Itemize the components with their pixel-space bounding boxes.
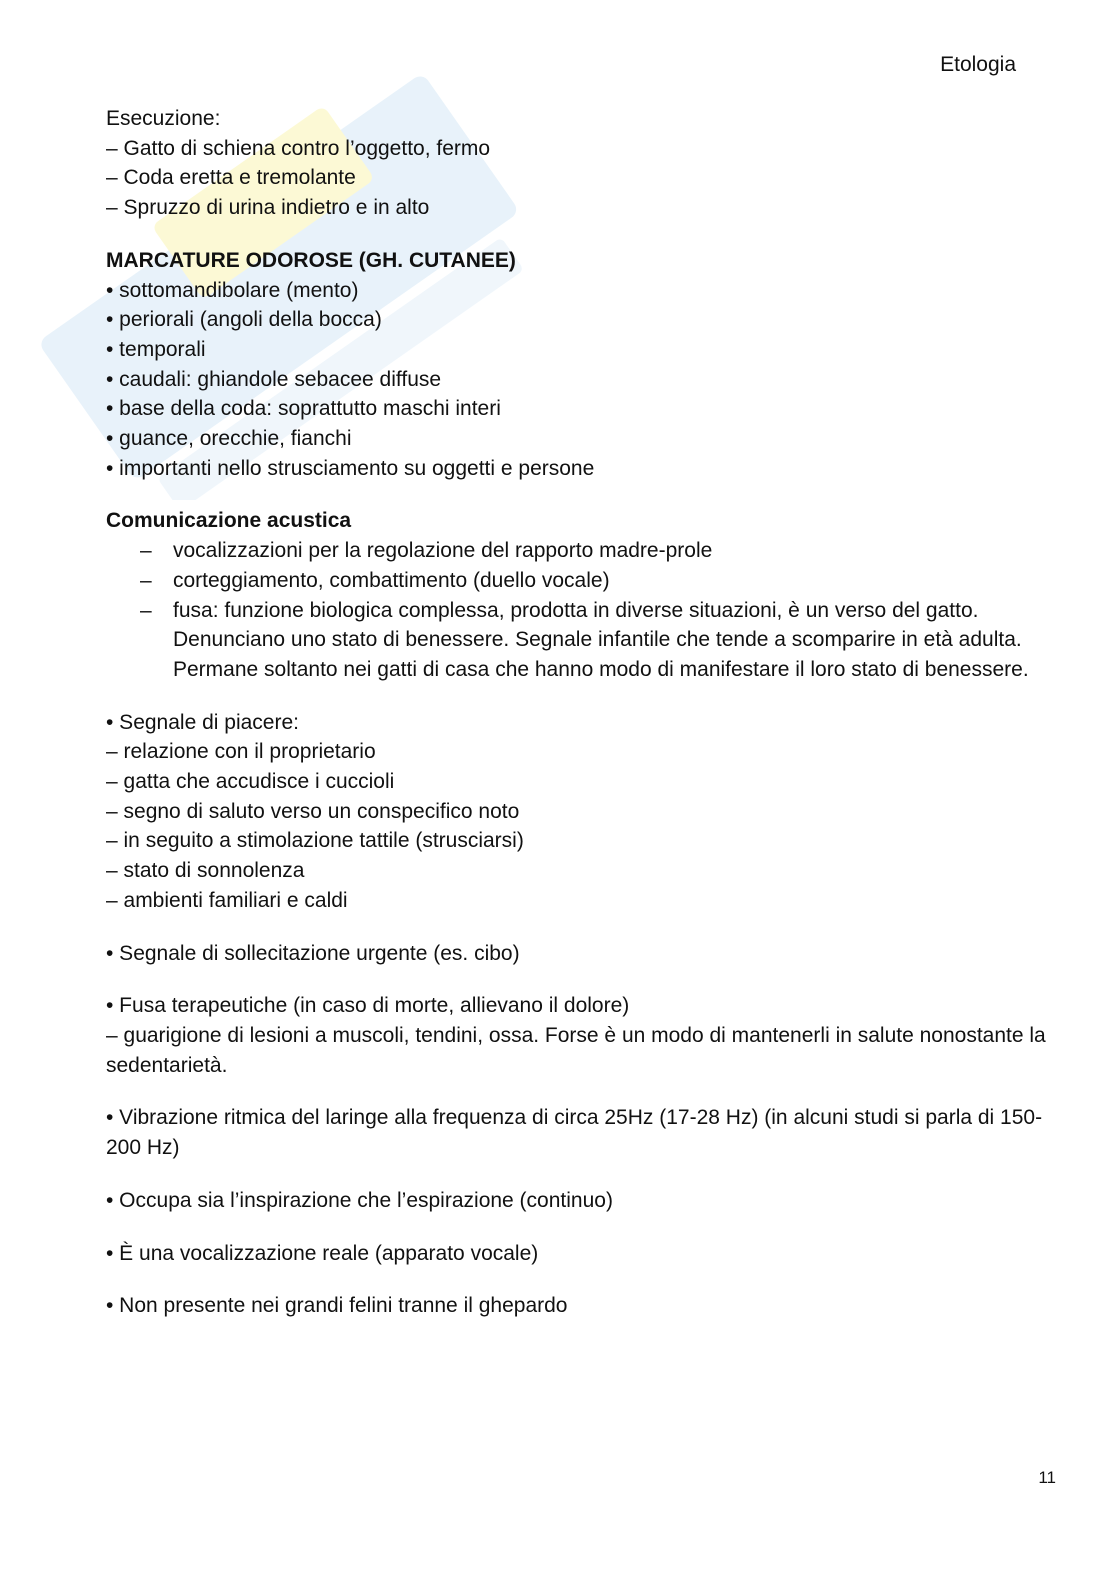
- page-header-title: Etologia: [940, 53, 1016, 76]
- respiration-text: • Occupa sia l’inspirazione che l’espirazione (continuo): [106, 1188, 613, 1212]
- page-number: 11: [1038, 1468, 1056, 1487]
- odor-marking-item: • base della coda: soprattutto maschi interi: [106, 397, 501, 421]
- pleasure-item: – relazione con il proprietario: [106, 740, 376, 764]
- execution-title: Esecuzione:: [106, 107, 221, 130]
- odor-marking-heading: MARCATURE ODOROSE (GH. CUTANEE): [106, 248, 516, 272]
- pleasure-item: – segno di saluto verso un conspecifico noto: [106, 799, 520, 823]
- felines-text: • Non presente nei grandi felini tranne il ghepardo: [106, 1294, 568, 1318]
- pleasure-item: – in seguito a stimolazione tattile (strusciarsi): [106, 829, 524, 853]
- odor-marking-item: • importanti nello strusciamento su oggetti e persone: [106, 456, 595, 480]
- list-item: [106, 596, 1056, 685]
- pleasure-item: – ambienti familiari e caldi: [106, 888, 348, 912]
- list-item-text: corteggiamento, combattimento (duello vocale): [173, 568, 610, 592]
- odor-marking-item: • guance, orecchie, fianchi: [106, 427, 352, 451]
- dash-marker: –: [140, 598, 152, 622]
- urgent-signal: • Segnale di sollecitazione urgente (es. cibo): [106, 941, 520, 965]
- acoustic-list: [106, 536, 1056, 685]
- list-item: [106, 566, 1056, 596]
- odor-marking-item: • caudali: ghiandole sebacee diffuse: [106, 367, 442, 391]
- execution-item: – Gatto di schiena contro l’oggetto, fermo: [106, 136, 491, 160]
- therapeutic-title: • Fusa terapeutiche (in caso di morte, allievano il dolore): [106, 994, 630, 1018]
- acoustic-heading: Comunicazione acustica: [106, 509, 352, 533]
- execution-item: – Coda eretta e tremolante: [106, 166, 356, 190]
- list-item-text: fusa: funzione biologica complessa, prodotta in diverse situazioni, è un verso del gatto. Denunciano uno stato di benessere. Segnale infantile che tende a scomparire in età adulta. Permane soltanto nei gatti di casa che hanno modo di manifestare il loro stato di benessere.: [173, 598, 1029, 681]
- pleasure-item: – gatta che accudisce i cuccioli: [106, 770, 395, 794]
- dash-marker: –: [140, 539, 152, 563]
- therapeutic-detail: – guarigione di lesioni a muscoli, tendini, ossa. Forse è un modo di mantenerli in salute nonostante la sedentarietà.: [106, 1023, 1046, 1077]
- execution-item: – Spruzzo di urina indietro e in alto: [106, 196, 430, 220]
- page-content: [106, 104, 1056, 1321]
- odor-marking-item: • periorali (angoli della bocca): [106, 308, 382, 332]
- pleasure-item: – stato di sonnolenza: [106, 859, 305, 883]
- vocalization-text: • È una vocalizzazione reale (apparato vocale): [106, 1241, 539, 1265]
- vibration-text: • Vibrazione ritmica del laringe alla frequenza di circa 25Hz (17-28 Hz) (in alcuni studi si parla di 150-200 Hz): [106, 1106, 1043, 1160]
- odor-marking-item: • temporali: [106, 337, 206, 361]
- dash-marker: –: [140, 568, 152, 592]
- pleasure-title: • Segnale di piacere:: [106, 710, 299, 734]
- list-item-text: vocalizzazioni per la regolazione del rapporto madre-prole: [173, 539, 713, 563]
- odor-marking-item: • sottomandibolare (mento): [106, 278, 359, 302]
- list-item: [106, 536, 1056, 566]
